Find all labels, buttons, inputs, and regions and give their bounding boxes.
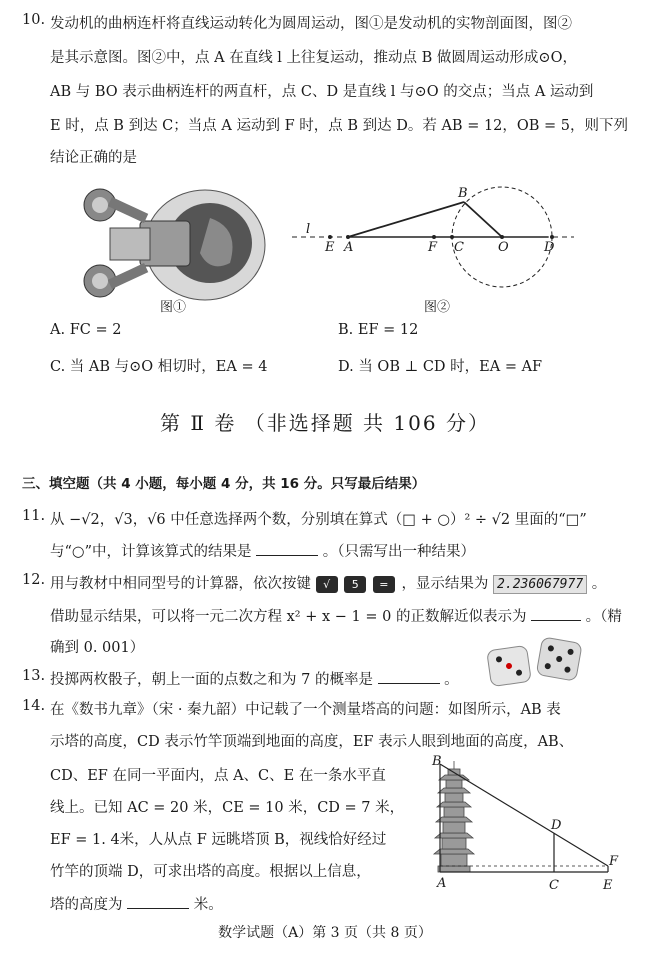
- crank-diagram: [288, 180, 578, 290]
- option-a: A. FC = 2: [50, 322, 122, 338]
- q14-answer-blank: [127, 894, 189, 909]
- option-b: B. EF = 12: [338, 322, 419, 338]
- q12-answer-blank: [531, 606, 581, 621]
- q14-line-1: 在《数书九章》（宋 · 秦九韶）中记载了一个测量塔高的问题：如图所示，AB 表: [50, 702, 561, 718]
- tower-label-b: B: [432, 754, 442, 769]
- q14-last-b: 米。: [193, 897, 223, 913]
- tower-label-e: E: [603, 878, 613, 893]
- q11-line-2-a: 与“○”中，计算该算式的结果是: [50, 544, 252, 560]
- q10-line-3: AB 与 BO 表示曲柄连杆的两直杆，点 C、D 是直线 l 与⊙O 的交点；当点 A 运动到: [50, 84, 594, 100]
- fig2-label-d: D: [544, 240, 555, 255]
- q14-number: 14.: [22, 698, 46, 714]
- dice-image: [485, 636, 585, 688]
- q10-line-5: 结论正确的是: [50, 150, 137, 166]
- q12-line-2-b: 。（精: [585, 609, 622, 625]
- fig2-label-l: l: [306, 222, 311, 237]
- q14-line-6: 竹竿的顶端 D，可求出塔的高度。根据以上信息，: [50, 864, 371, 880]
- tower-label-d: D: [551, 818, 562, 833]
- fig2-label-a: A: [344, 240, 354, 255]
- q12-line-1-a: 用与教材中相同型号的计算器，依次按键: [50, 576, 311, 592]
- q12-line-1-b: ，显示结果为: [401, 576, 489, 592]
- q13-number: 13.: [22, 668, 46, 684]
- engine-photo: [70, 183, 270, 303]
- tower-label-f: F: [609, 854, 619, 869]
- q10-number: 10.: [22, 12, 46, 28]
- section-title: 第 Ⅱ 卷 （非选择题 共 106 分）: [160, 411, 490, 435]
- q12-number: 12.: [22, 572, 46, 588]
- q13-line: [50, 668, 459, 689]
- calculator-display: 2.236067977: [493, 575, 587, 594]
- q13-end: 。: [444, 672, 459, 688]
- q14-line-5: EF = 1. 4米，人从点 F 远眺塔顶 B，视线恰好经过: [50, 832, 387, 848]
- fig2-label-f: F: [428, 240, 438, 255]
- fig2-label-b: B: [458, 186, 468, 201]
- q14-line-3: CD、EF 在同一平面内，点 A、C、E 在一条水平直: [50, 768, 386, 784]
- q12-line-1: [50, 572, 606, 594]
- q12-line-2: [50, 605, 622, 626]
- q11-line-1: 从 −√2，√3，√6 中任意选择两个数，分别填在算式（□ + ○）² ÷ √2 里面的“□”: [50, 512, 587, 528]
- fig2-label-e: E: [325, 240, 335, 255]
- equals-key: =: [373, 576, 395, 593]
- q12-line-2-a: 借助显示结果，可以将一元二次方程 x² + x − 1 = 0 的正数解近似表示为: [50, 609, 527, 625]
- sqrt-key: √: [316, 576, 338, 593]
- option-c: C. 当 AB 与⊙O 相切时，EA = 4: [50, 359, 268, 375]
- fig1-caption: 图①: [160, 300, 187, 315]
- q11-answer-blank: [256, 541, 318, 556]
- tower-diagram: [430, 758, 620, 883]
- q14-line-4: 线上。已知 AC = 20 米，CE = 10 米，CD = 7 米，: [50, 800, 405, 816]
- q10-line-1: 发动机的曲柄连杆将直线运动转化为圆周运动，图①是发动机的实物剖面图，图②: [50, 16, 572, 32]
- q12-line-3: 确到 0. 001）: [50, 640, 145, 656]
- q14-line-2: 示塔的高度，CD 表示竹竿顶端到地面的高度，EF 表示人眼到地面的高度，AB、: [50, 734, 574, 750]
- tower-label-c: C: [549, 878, 559, 893]
- fig2-caption: 图②: [424, 300, 451, 315]
- option-d: D. 当 OB ⊥ CD 时，EA = AF: [338, 359, 543, 375]
- five-key: 5: [344, 576, 366, 593]
- part3-heading: 三、填空题（共 4 小题，每小题 4 分，共 16 分。只写最后结果）: [22, 476, 426, 492]
- q13-text: 投掷两枚骰子，朝上一面的点数之和为 7 的概率是: [50, 672, 373, 688]
- fig2-label-o: O: [498, 240, 509, 255]
- q11-line-2: [50, 540, 475, 561]
- q12-line-1-c: 。: [591, 576, 607, 592]
- tower-label-a: A: [437, 876, 447, 891]
- page-footer: 数学试题（A）第 3 页（共 8 页）: [218, 925, 432, 941]
- q10-line-2: 是其示意图。图②中，点 A 在直线 l 上往复运动，推动点 B 做圆周运动形成⊙O，: [50, 50, 577, 66]
- q13-answer-blank: [378, 669, 440, 684]
- q11-number: 11.: [22, 508, 46, 524]
- q14-line-7: [50, 893, 223, 914]
- fig2-label-c: C: [454, 240, 464, 255]
- q10-line-4: E 时，点 B 到达 C；当点 A 运动到 F 时，点 B 到达 D。若 AB = 12，OB = 5，则下列: [50, 118, 629, 134]
- q11-line-2-b: 。（只需写出一种结果）: [322, 544, 475, 560]
- q14-last-a: 塔的高度为: [50, 897, 123, 913]
